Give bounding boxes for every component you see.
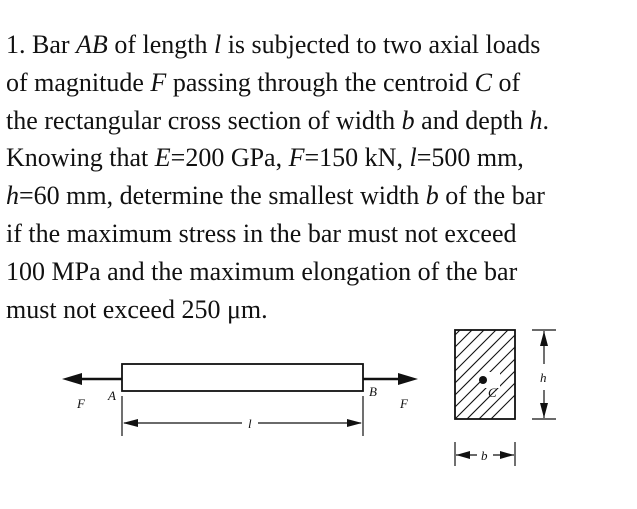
bar-ab [122,364,363,391]
text-segment: if the maximum stress in the bar must not exceed [6,218,517,248]
text-segment: =500 mm, [416,143,524,173]
text-segment: must not exceed 250 μm. [6,294,268,324]
left-load-arrow [62,373,122,385]
text-segment: of the bar [438,181,545,211]
centroid-point [479,376,487,384]
text-segment: passing through the centroid [166,67,475,97]
length-dimension [122,396,363,436]
math-variable: F [150,67,167,97]
math-variable: l [409,143,417,173]
math-variable: AB [76,30,108,59]
math-variable: C [474,67,492,97]
label-h: h [540,370,547,385]
text-segment: Knowing that [6,143,155,173]
text-segment: the rectangular cross section of width [6,105,402,135]
text-segment: =150 kN, [304,143,410,173]
text-segment: 100 MPa and the maximum elongation of the bar [6,256,518,286]
label-F-right: F [400,396,408,411]
text-segment: of length [107,30,214,59]
math-variable: E [154,143,171,173]
math-variable: b [401,105,415,135]
text-segment: . [542,105,549,135]
math-variable: b [425,181,439,211]
text-segment: of [492,67,521,97]
label-B: B [369,384,377,399]
text-segment: and depth [414,105,530,135]
math-variable: h [6,181,19,211]
text-segment: is subjected to two axial loads [221,30,541,59]
label-length: l [248,416,252,431]
math-variable: F [288,143,305,173]
label-A: A [108,388,116,403]
text-segment: of magnitude [6,67,151,97]
math-variable: l [213,30,222,59]
text-segment: 1. Bar [6,30,77,59]
label-F-left: F [77,396,85,411]
text-segment: =60 mm, determine the smallest width [19,181,426,211]
math-variable: h [529,105,543,135]
text-segment: =200 GPa, [170,143,289,173]
label-b: b [481,448,488,463]
label-C: C [488,385,497,400]
